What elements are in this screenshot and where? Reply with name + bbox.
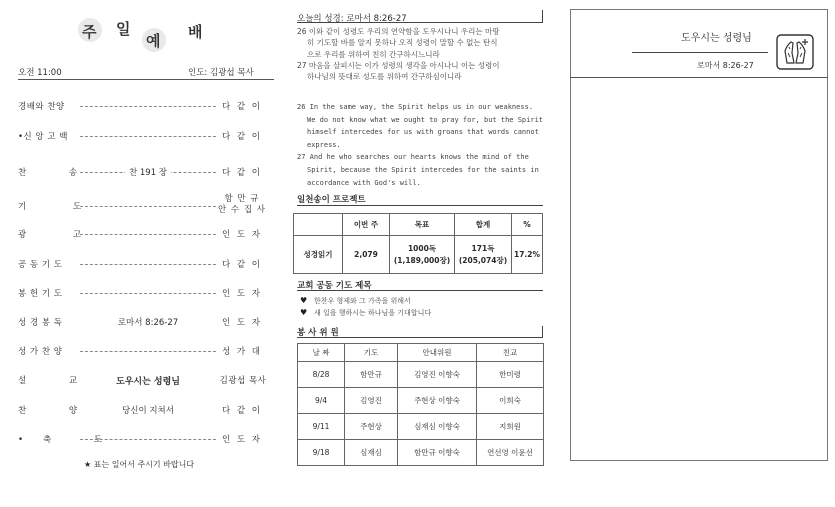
worship-item: 설 교 도우시는 성령님 김광섭 목사 [18,376,267,387]
reading-project-header: 일천송이 프로젝트 [297,195,366,205]
heart-icon: ♥ [300,296,308,305]
scripture-header: 오늘의 성경: 로마서 8:26-27 [297,14,407,24]
worship-item: 찬 송 찬 191 장 다 같 이 [18,168,263,178]
korean-scripture: 26 이와 같이 성령도 우리의 연약함을 도우시나니 우리는 마땅 히 기도할 바를 알지 못하나 오직 성령이 말할 수 없는 탄식 으로 우리를 위하여 친히 간구하시느니라 27 마음을 살피시는 이가 성령의 생각을 아시나니 이는 성령이 하나님의 뜻대로 성도를 위하여 간구하심이니라 [297,27,500,82]
service-header: 봉 사 위 원 [297,328,339,338]
worship-item: 기 도 함 만 규 안 수 집 사 [18,194,266,215]
divider [18,79,274,80]
sermon-title: 도우시는 성령님 [681,33,752,44]
divider [632,52,768,53]
table-row: 9/18 심재심 함만규 이향숙 연선영 이윤선 [298,440,544,466]
divider [297,205,543,206]
english-scripture: 26 In the same way, the Spirit helps us in our weakness. We do not know what we ought to pray for, but the Spirit himself intercedes for us with groans that words cannot express. 27 And he who searches our hearts knows the mind of the Spirit, because the Spirit intercedes for the saints in accordance with God's will. [297,103,544,187]
title-char: 주 [82,23,97,41]
worship-item: 경배와 찬양 다 같 이 [18,102,263,112]
prayer-header: 교회 공동 기도 제목 [297,281,372,291]
bulletin-title [70,10,230,50]
title-char: 배 [188,23,203,41]
prayer-item: ♥ 새 일을 행하시는 하나님을 기대합니다 [300,308,432,317]
worship-item: •신 앙 고 백 다 같 이 [18,132,263,142]
table-row: 9/11 주현상 심재심 이향숙 지희원 [298,414,544,440]
title-char: 일 [116,20,131,38]
table-row: 성경읽기 2,079 1000독 (1,189,000장) 171독 (205,074장) 17.2% [294,236,543,274]
divider [297,22,543,23]
sermon-scripture: 로마서 8:26-27 [697,61,754,70]
service-table: 날 짜 기도 안내위원 친교 8/28 함만규 김영진 이향숙 한미령 9/4 김영진 주현상 이향숙 이희숙 9/11 주현상 심재심 이향숙 지희원 9/18 심재심 함만규 이향숙 연선영 이윤선 [297,343,544,466]
divider [297,337,543,338]
worship-item: 찬 양 당신이 지쳐서 다 같 이 [18,406,263,416]
divider [542,10,543,23]
title-char: 예 [146,32,161,50]
service-leader: 인도: 김광섭 목사 [188,68,254,78]
worship-item: 공 동 기 도 다 같 이 [18,260,263,270]
worship-item: 봉 헌 기 도 인 도 자 [18,289,263,299]
prayer-item: ♥ 한찬우 형제와 그 가족을 위해서 [300,296,411,305]
worship-item: •축 도 인 도 자 [18,435,263,445]
footnote: ★ 표는 일어서 주시기 바랍니다 [84,460,195,469]
worship-item: 광 고 인 도 자 [18,230,263,240]
divider [297,290,543,291]
heart-icon: ♥ [300,308,308,317]
table-row: 8/28 함만규 김영진 이향숙 한미령 [298,362,544,388]
worship-item: 성 경 봉 독 로마서 8:26-27 인 도 자 [18,318,263,328]
divider [542,326,543,338]
reading-table: 이번 주 목표 합계 % 성경읽기 2,079 1000독 (1,189,000장) 171독 (205,074장) 17.2% [293,213,543,274]
praying-hands-icon [775,33,815,71]
worship-item: 성 가 찬 양 성 가 대 [18,347,263,357]
table-row: 9/4 김영진 주현상 이향숙 이희숙 [298,388,544,414]
service-time: 오전 11:00 [18,68,62,78]
divider [570,77,828,78]
